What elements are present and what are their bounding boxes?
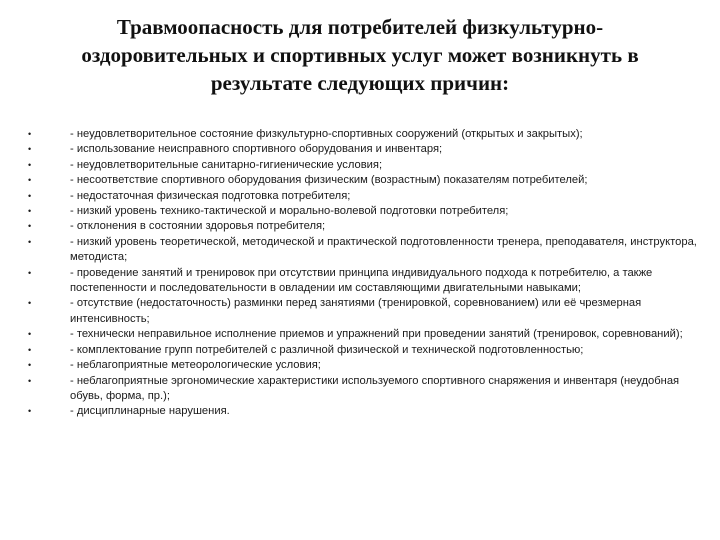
list-item-text: - проведение занятий и тренировок при отсутствии принципа индивидуального подхода к потребителю, а также постепенности и последовательности в овладении им составляющими двигательными навыками;	[70, 266, 653, 295]
bullet-icon: •	[28, 206, 32, 217]
list-item	[28, 142, 698, 157]
causes-list	[28, 127, 698, 420]
list-item	[28, 327, 698, 342]
bullet-icon: •	[28, 159, 32, 170]
list-item-text: - недостаточная физическая подготовка потребителя;	[70, 189, 351, 202]
list-item-text: - неблагоприятные эргономические характеристики используемого спортивного снаряжения и инвентаря (неудобная обувь, форма, пр.);	[70, 374, 680, 402]
bullet-icon: •	[28, 190, 32, 201]
bullet-icon: •	[28, 221, 32, 232]
bullet-icon: •	[28, 406, 32, 417]
list-item	[28, 127, 698, 142]
list-item-text: - дисциплинарные нарушения.	[70, 405, 230, 418]
list-item	[28, 219, 698, 234]
list-item-text: - технически неправильное исполнение приемов и упражнений при проведении занятий (тренировок, соревнований);	[70, 328, 683, 341]
list-item	[28, 374, 698, 405]
list-item-text: - использование неисправного спортивного оборудования и инвентаря;	[70, 143, 443, 156]
bullet-icon: •	[28, 329, 32, 340]
list-item-text: - низкий уровень теоретической, методической и практической подготовленности тренера, преподавателя, инструктора, методиста;	[70, 235, 697, 264]
list-item-text: - низкий уровень технико-тактической и морально-волевой подготовки потребителя;	[70, 205, 509, 218]
list-item-text: - неудовлетворительные санитарно-гигиенические условия;	[70, 158, 383, 171]
list-item	[28, 158, 698, 173]
bullet-icon: •	[28, 298, 32, 309]
list-item	[28, 204, 698, 219]
bullet-icon: •	[28, 267, 32, 278]
bullet-icon: •	[28, 236, 32, 247]
bullet-icon: •	[28, 175, 32, 186]
bullet-icon: •	[28, 129, 32, 139]
list-item-text: - комплектование групп потребителей с различной физической и технической подготовленностью;	[70, 343, 584, 356]
list-item	[28, 358, 698, 373]
list-item-text: - неблагоприятные метеорологические условия;	[70, 359, 321, 372]
bullet-icon: •	[28, 360, 32, 371]
bullet-icon: •	[28, 344, 32, 355]
list-item	[28, 189, 698, 204]
list-item	[28, 343, 698, 358]
list-item	[28, 173, 698, 188]
list-item	[28, 235, 698, 266]
bullet-icon: •	[28, 375, 32, 386]
list-item-text: - несоответствие спортивного оборудования физическим (возрастным) показателям потребителей;	[70, 174, 588, 187]
slide-title: Травмоопасность для потребителей физкультурно-оздоровительных и спортивных услуг может возникнуть в результате следующих причин:	[81, 15, 639, 95]
list-item	[28, 296, 698, 327]
list-item-text: - отклонения в состоянии здоровья потребителя;	[70, 220, 326, 233]
bullet-icon: •	[28, 144, 32, 155]
list-item-text: - отсутствие (недостаточность) разминки перед занятиями (тренировкой, соревнованием) или её чрезмерная интенсивность;	[70, 297, 642, 325]
list-item-text: - неудовлетворительное состояние физкультурно-спортивных сооружений (открытых и закрытых);	[70, 128, 583, 140]
list-item	[28, 266, 698, 297]
list-item	[28, 404, 698, 419]
